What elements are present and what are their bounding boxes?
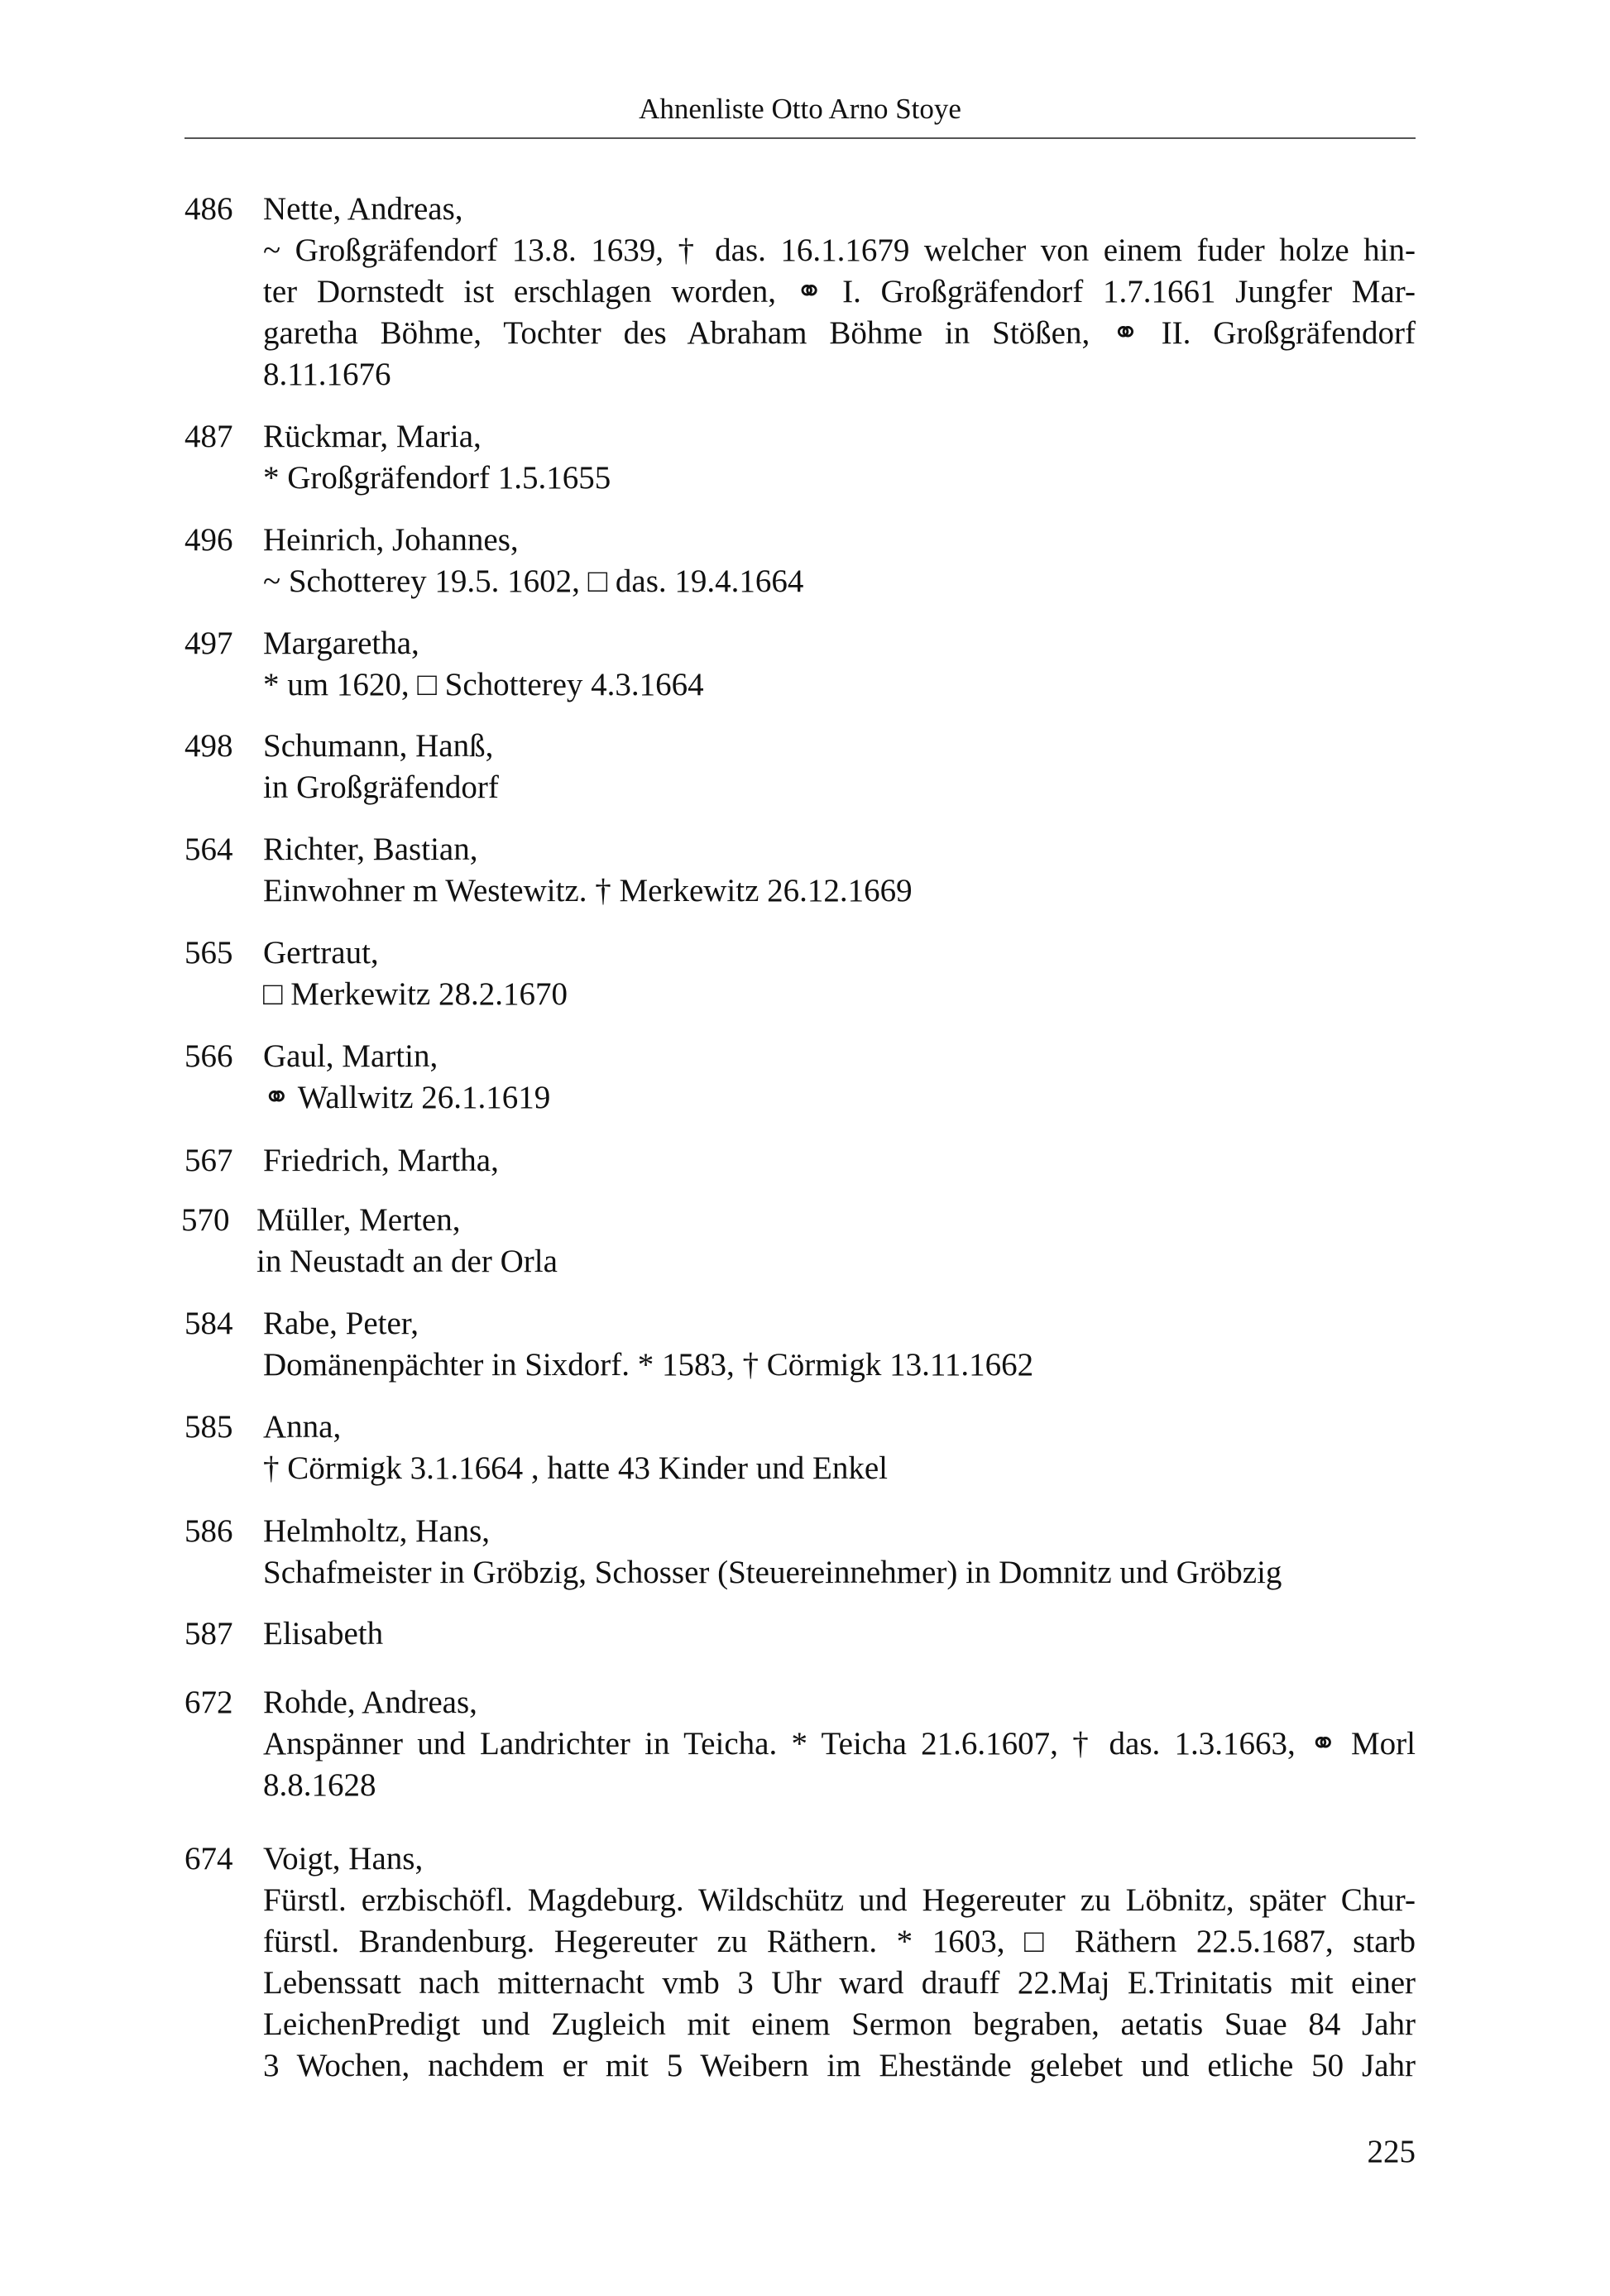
entry-name: Müller, Merten, [256, 1202, 461, 1238]
entry-number: 672 [184, 1685, 233, 1720]
ancestor-entry [184, 1838, 1416, 2087]
header-rule [184, 137, 1416, 139]
entry-name: Friedrich, Martha, [263, 1143, 499, 1178]
entry-number: 487 [184, 419, 233, 454]
entry-number: 674 [184, 1841, 233, 1877]
ancestor-entry [184, 520, 1416, 602]
ancestor-entry [184, 1511, 1416, 1594]
entry-detail: 8.11.1676 [263, 357, 391, 392]
entry-number: 496 [184, 522, 233, 558]
entry-name: Schumann, Hanß, [263, 728, 494, 764]
entry-detail: Lebenssatt nach mitternacht vmb 3 Uhr ward drauff 22.Maj E.Trinitatis mit einer [263, 1965, 1416, 2001]
ancestor-entry [184, 623, 1416, 706]
entry-detail: Fürstl. erzbischöfl. Magdeburg. Wildschütz und Hegereuter zu Löbnitz, später Chur- [263, 1882, 1416, 1918]
entry-detail: ⚭ Wallwitz 26.1.1619 [263, 1080, 551, 1115]
entry-name: Nette, Andreas, [263, 191, 463, 227]
entry-detail: LeichenPredigt und Zugleich mit einem Sermon begraben, aetatis Suae 84 Jahr [263, 2006, 1416, 2042]
entry-number: 565 [184, 935, 233, 971]
entry-name: Heinrich, Johannes, [263, 522, 519, 558]
entry-detail: Anspänner und Landrichter in Teicha. * Teicha 21.6.1607, † das. 1.3.1663, ⚭ Morl [263, 1726, 1416, 1762]
entry-number: 585 [184, 1409, 233, 1445]
entry-detail: Schafmeister in Gröbzig, Schosser (Steuereinnehmer) in Domnitz und Gröbzig [263, 1555, 1282, 1590]
entry-name: Helmholtz, Hans, [263, 1513, 491, 1549]
entry-name: Rückmar, Maria, [263, 419, 482, 454]
running-header: Ahnenliste Otto Arno Stoye [639, 93, 961, 125]
entry-name: Rabe, Peter, [263, 1306, 419, 1341]
entry-number: 587 [184, 1616, 233, 1651]
entry-detail: ter Dornstedt ist erschlagen worden, ⚭ I. Großgräfendorf 1.7.1661 Jungfer Mar- [263, 274, 1416, 309]
entry-number: 584 [184, 1306, 233, 1341]
entry-name: Gaul, Martin, [263, 1038, 438, 1074]
entry-name: Rohde, Andreas, [263, 1685, 477, 1720]
entry-detail: * Großgräfendorf 1.5.1655 [263, 460, 611, 496]
entry-detail: * um 1620, □ Schotterey 4.3.1664 [263, 667, 704, 702]
entry-name: Gertraut, [263, 935, 379, 971]
ancestor-entry [184, 1407, 1416, 1489]
entry-detail: Domänenpächter in Sixdorf. * 1583, † Cörmigk 13.11.1662 [263, 1347, 1034, 1383]
entry-detail: Einwohner m Westewitz. † Merkewitz 26.12.1669 [263, 873, 913, 908]
entry-detail: □ Merkewitz 28.2.1670 [263, 976, 568, 1012]
entry-detail: ~ Schotterey 19.5. 1602, □ das. 19.4.1664 [263, 563, 804, 599]
entry-number: 586 [184, 1513, 233, 1549]
ancestor-entry [184, 189, 1416, 395]
entry-detail: 3 Wochen, nachdem er mit 5 Weibern im Ehestände gelebet und etliche 50 Jahr [263, 2048, 1416, 2083]
entry-detail: ~ Großgräfendorf 13.8. 1639, † das. 16.1.1679 welcher von einem fuder holze hin- [263, 232, 1416, 268]
ancestor-entry [184, 726, 1416, 808]
entry-number: 566 [184, 1038, 233, 1074]
entry-detail: garetha Böhme, Tochter des Abraham Böhme in Stößen, ⚭ II. Großgräfendorf [263, 315, 1416, 351]
ancestor-entry [181, 1200, 1416, 1282]
entry-detail: fürstl. Brandenburg. Hegereuter zu Räthern. * 1603, □ Räthern 22.5.1687, starb [263, 1924, 1416, 1959]
entry-number: 486 [184, 191, 233, 227]
entry-name: Elisabeth [263, 1616, 384, 1651]
entry-name: Anna, [263, 1409, 342, 1445]
entry-number: 567 [184, 1143, 233, 1178]
ancestor-entry [184, 1682, 1416, 1806]
ancestor-entry [184, 1613, 1416, 1655]
entry-name: Voigt, Hans, [263, 1841, 424, 1877]
entry-detail: in Neustadt an der Orla [256, 1244, 558, 1279]
ancestor-entry [184, 829, 1416, 912]
ancestor-entry [184, 1140, 1416, 1182]
entry-detail: 8.8.1628 [263, 1767, 376, 1803]
ancestor-entry [184, 416, 1416, 499]
entry-detail: in Großgräfendorf [263, 769, 499, 805]
entry-name: Margaretha, [263, 626, 419, 661]
entry-number: 570 [181, 1202, 230, 1238]
entry-detail: † Cörmigk 3.1.1664 , hatte 43 Kinder und Enkel [263, 1450, 888, 1486]
page-number: 225 [1367, 2134, 1416, 2169]
ancestor-entry [184, 1036, 1416, 1119]
entry-number: 497 [184, 626, 233, 661]
entry-name: Richter, Bastian, [263, 832, 478, 867]
entry-number: 498 [184, 728, 233, 764]
entry-number: 564 [184, 832, 233, 867]
ancestor-entry [184, 932, 1416, 1015]
ancestor-entry [184, 1303, 1416, 1386]
